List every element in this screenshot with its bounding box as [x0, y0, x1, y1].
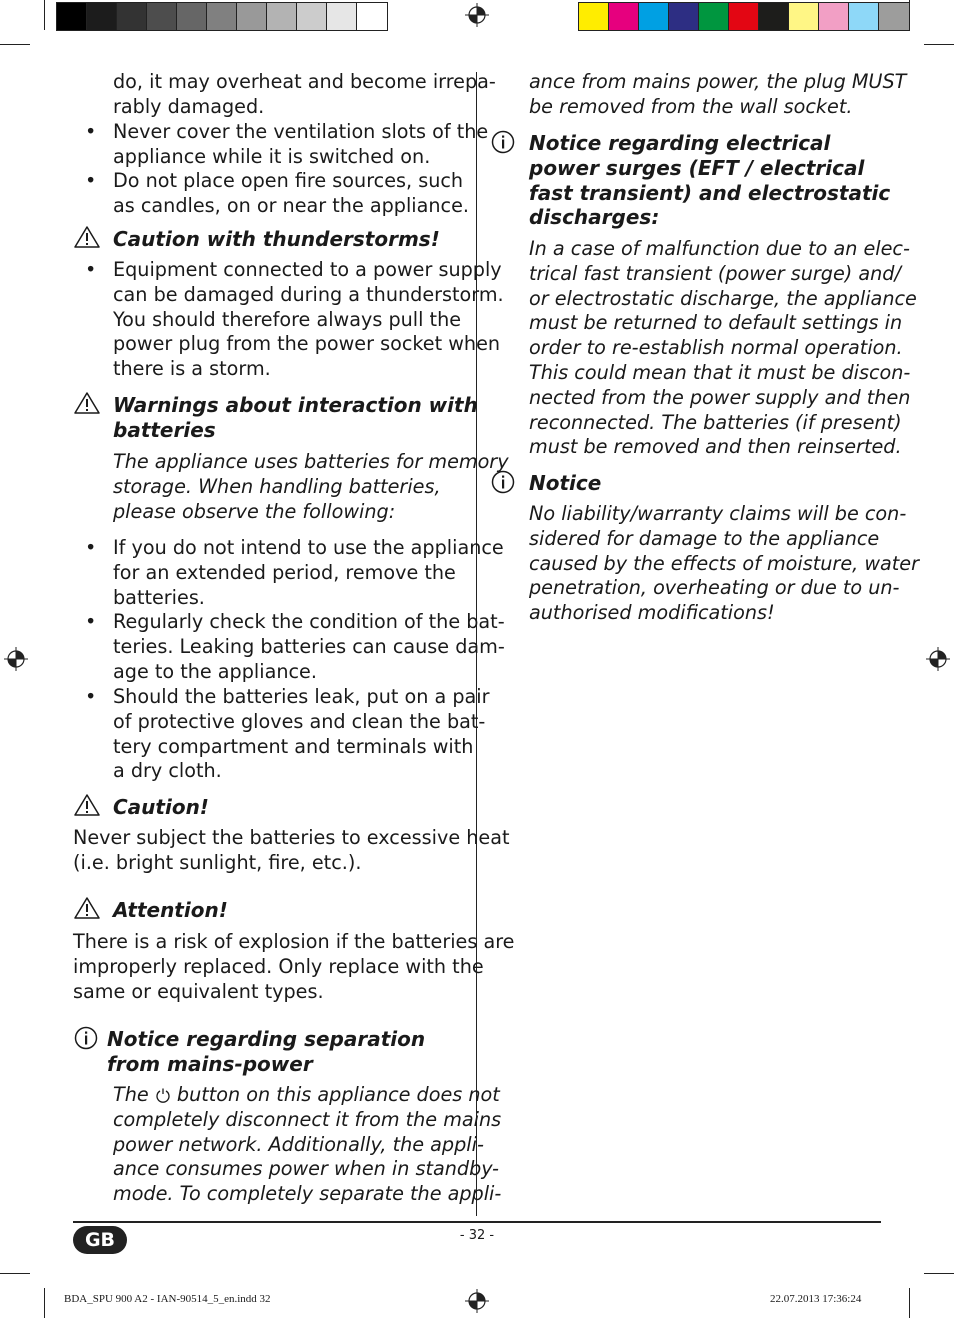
file-info: BDA_SPU 900 A2 - IAN-90514_5_en.indd 32: [64, 1293, 271, 1305]
info-icon: [491, 130, 515, 154]
registration-mark-icon: [465, 1289, 489, 1313]
color-swatch: [639, 3, 669, 30]
date-info: 22.07.2013 17:36:24: [770, 1293, 862, 1305]
notice-text: No liability/warranty claims will be con- sidered for damage to the appliance caused by the effects of moisture, water penetration, overheating or due to un- authorised modifications!: [529, 502, 919, 625]
thunderstorm-heading: Caution with thunderstorms!: [113, 227, 440, 251]
info-icon: [491, 470, 515, 494]
gray-swatch: [207, 3, 237, 30]
list-item: • Do not place open fire sources, such as candles, on or near the appliance.: [85, 169, 470, 217]
color-swatch: [759, 3, 789, 30]
crop-mark: [909, 0, 910, 30]
crop-mark: [924, 44, 954, 45]
registration-mark-icon: [926, 647, 950, 671]
crop-mark: [44, 0, 45, 30]
attention-text: There is a risk of explosion if the batteries are improperly replaced. Only replace with the same or equivalent types.: [73, 930, 515, 1003]
color-swatch: [669, 3, 699, 30]
crop-mark: [44, 1288, 45, 1318]
color-swatch: [849, 3, 879, 30]
crop-mark: [924, 1273, 954, 1274]
gray-swatch: [87, 3, 117, 30]
gray-swatch: [327, 3, 357, 30]
power-surge-text: In a case of malfunction due to an elec- trical fast transient (power surge) and/ or electrostatic discharge, the appliance must be returned to default settings in order to re-establish normal operation. This could mean that it must be discon- nected from the power supply and then reconnected. The batteries (if present) must be removed and then reinserted.: [529, 237, 917, 459]
color-swatch: [609, 3, 639, 30]
caution-text: Never subject the batteries to excessive heat (i.e. bright sunlight, fire, etc.).: [73, 826, 510, 874]
color-swatch: [699, 3, 729, 30]
grayscale-bar: [56, 2, 388, 31]
list-item: • Regularly check the condition of the bat- teries. Leaking batteries can cause dam- age to the appliance.: [85, 610, 505, 683]
color-swatch: [879, 3, 909, 30]
warning-icon: [74, 392, 100, 414]
color-bar: [578, 2, 910, 31]
crop-mark: [909, 1288, 910, 1318]
power-surge-heading: Notice regarding electrical power surges (EFT / electrical fast transient) and electrostatic discharges:: [529, 131, 891, 230]
language-badge: GB: [73, 1226, 127, 1254]
list-item: • If you do not intend to use the appliance for an extended period, remove the batteries.: [85, 536, 504, 609]
gray-swatch: [147, 3, 177, 30]
attention-heading: Attention!: [113, 898, 228, 922]
color-swatch: [579, 3, 609, 30]
color-swatch: [789, 3, 819, 30]
intro-text: do, it may overheat and become irrepa- rably damaged.: [113, 70, 496, 118]
list-item: • Should the batteries leak, put on a pair of protective gloves and clean the bat- tery compartment and terminals with a dry cloth.: [85, 685, 490, 783]
gray-swatch: [357, 3, 387, 30]
registration-mark-icon: [465, 3, 489, 27]
gray-swatch: [297, 3, 327, 30]
info-icon: [74, 1026, 98, 1050]
gray-swatch: [237, 3, 267, 30]
notice-heading: Notice: [529, 471, 602, 495]
caution-heading: Caution!: [113, 795, 209, 819]
battery-warning-heading: Warnings about interaction with batteries: [113, 393, 478, 442]
mains-separation-text: The button on this appliance does not completely disconnect it from the mains power network. Additionally, the appli- ance consumes power when in standby- mode. To completely separate the appli-: [113, 1083, 502, 1206]
gray-swatch: [177, 3, 207, 30]
power-icon: [155, 1087, 171, 1103]
page-number: - 32 -: [459, 1228, 495, 1243]
gray-swatch: [57, 3, 87, 30]
list-item: • Equipment connected to a power supply can be damaged during a thunderstorm. You should therefore always pull the power plug from the power socket when there is a storm.: [85, 258, 504, 381]
color-swatch: [819, 3, 849, 30]
gray-swatch: [267, 3, 297, 30]
gray-swatch: [117, 3, 147, 30]
crop-mark: [0, 44, 30, 45]
warning-icon: [74, 794, 100, 816]
warning-icon: [74, 226, 100, 248]
mains-separation-continued: ance from mains power, the plug MUST be removed from the wall socket.: [529, 70, 907, 118]
list-item: • Never cover the ventilation slots of the appliance while it is switched on.: [85, 120, 489, 168]
battery-intro-text: The appliance uses batteries for memory storage. When handling batteries, please observe the following:: [113, 450, 509, 523]
registration-mark-icon: [4, 647, 28, 671]
mains-separation-heading: Notice regarding separation from mains-power: [107, 1027, 426, 1076]
color-swatch: [729, 3, 759, 30]
warning-icon: [74, 897, 100, 919]
crop-mark: [0, 1273, 30, 1274]
footer-rule: [73, 1221, 881, 1223]
